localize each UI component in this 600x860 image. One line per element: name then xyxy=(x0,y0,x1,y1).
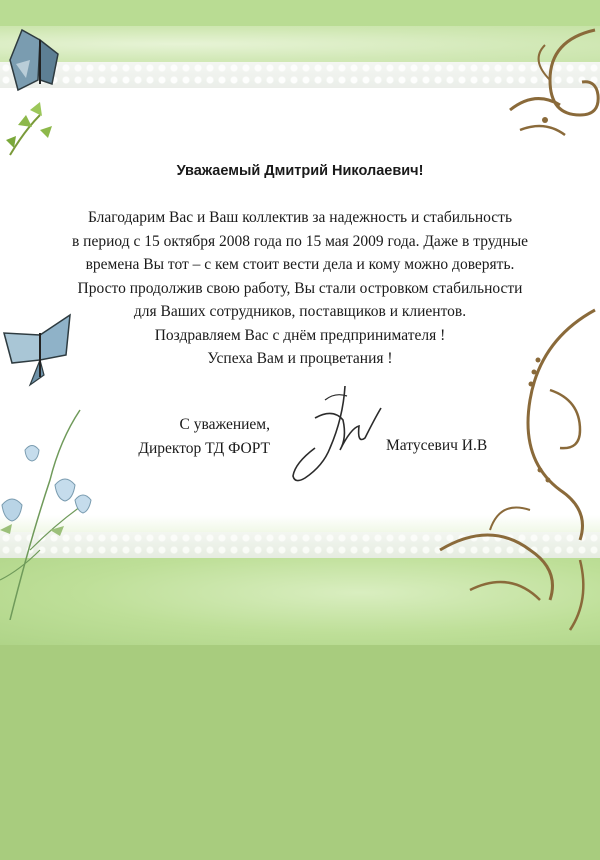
body-line: Благодарим Вас и Ваш коллектив за надежность и стабильность xyxy=(87,209,513,226)
body-line: Успеха Вам и процветания ! xyxy=(207,350,393,367)
closing-regards: С уважением, xyxy=(179,416,270,433)
body-line: в период с 15 октября 2008 года по 15 мая 2009 года. Даже в трудные xyxy=(71,232,529,250)
closing-position: Директор ТД ФОРТ xyxy=(138,440,270,457)
body-line: Поздравляем Вас с днём предпринимателя ! xyxy=(154,326,446,344)
swirl-ornament-icon xyxy=(490,20,600,150)
signer-name: Матусевич И.В xyxy=(386,437,488,454)
body-line: для Ваших сотрудников, поставщиков и клиентов. xyxy=(133,303,467,320)
signature-mark xyxy=(285,378,385,493)
body-line: Просто продолжив свою работу, Вы стали островком стабильности xyxy=(77,279,523,297)
flower-sprig-icon xyxy=(0,85,70,160)
body-line: времена Вы тот – с кем стоит вести дела и кому можно доверять. xyxy=(85,256,515,273)
letter-body xyxy=(40,206,560,371)
letter-greeting: Уважаемый Дмитрий Николаевич! xyxy=(176,163,424,179)
bottom-green-area xyxy=(0,645,600,860)
closing-block xyxy=(100,413,270,461)
